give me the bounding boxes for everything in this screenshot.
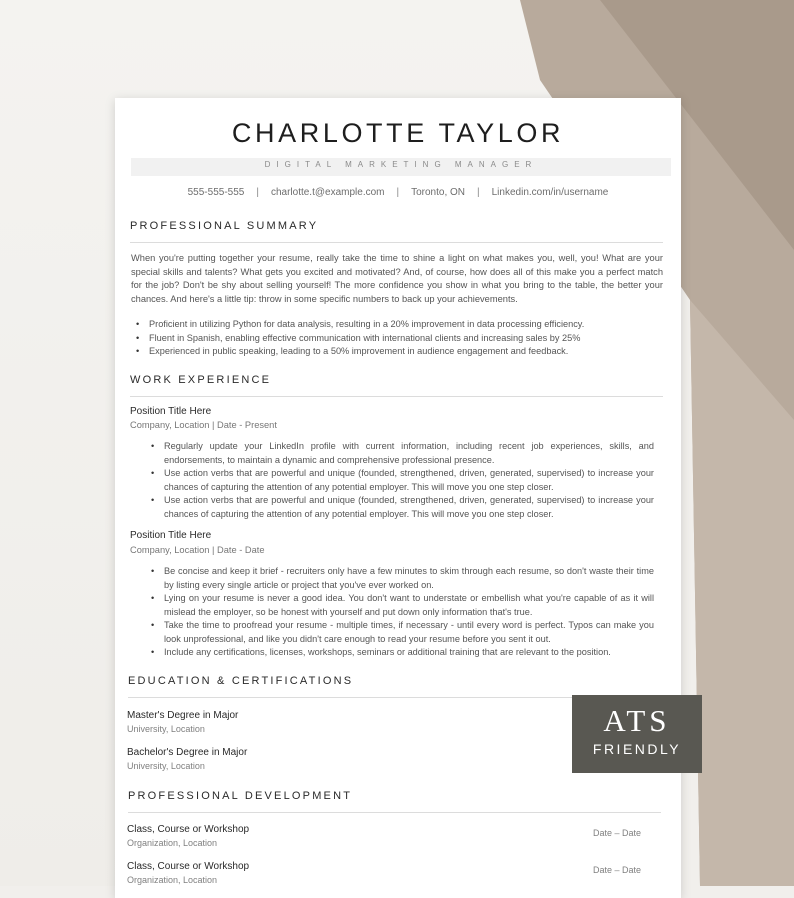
job-title-text: DIGITAL MARKETING MANAGER xyxy=(264,160,538,169)
separator: | xyxy=(477,187,480,198)
job-bullets xyxy=(146,440,654,521)
badge-line-2: FRIENDLY xyxy=(592,741,682,757)
job-bullets xyxy=(146,565,654,660)
section-heading-work: WORK EXPERIENCE xyxy=(130,374,272,386)
section-heading-development: PROFESSIONAL DEVELOPMENT xyxy=(128,790,353,802)
list-item: • Take the time to proofread your resume - multiple times, if necessary - until every word is perfect. Typos can make you look unprofessional, and like you didn't care enough to read your resume before you sent it out. xyxy=(146,619,654,646)
section-heading-summary: PROFESSIONAL SUMMARY xyxy=(130,220,319,232)
section-heading-education: EDUCATION & CERTIFICATIONS xyxy=(128,675,354,687)
education-school: University, Location xyxy=(127,724,205,734)
course-title: Class, Course or Workshop xyxy=(127,824,250,835)
course-date: Date – Date xyxy=(592,865,641,875)
list-item: • Fluent in Spanish, enabling effective communication with international clients and increasing sales by 25% xyxy=(131,332,641,346)
list-item: • Use action verbs that are powerful and unique (founded, strengthened, driven, generated, supervised) to increase your chances of capturing the attention of any potential employer. This will move you one step closer. xyxy=(146,467,654,494)
job-position-title: Position Title Here xyxy=(130,406,212,417)
course-organization: Organization, Location xyxy=(127,838,218,848)
section-divider xyxy=(130,396,663,397)
linkedin: Linkedin.com/in/username xyxy=(491,187,609,198)
separator: | xyxy=(256,187,259,198)
ats-friendly-badge xyxy=(572,695,702,773)
location: Toronto, ON xyxy=(411,187,466,198)
summary-bullets xyxy=(131,318,641,359)
education-degree: Bachelor's Degree in Major xyxy=(127,747,248,758)
email: charlotte.t@example.com xyxy=(270,187,385,198)
job-position-title: Position Title Here xyxy=(130,530,212,541)
summary-text: When you're putting together your resume, really take the time to shine a light on what makes you, well, you! What are your special skills and talents? What gets you excited and motivated? And, of course, how does all of this make you a perfect match for the job? Don't be shy about selling yourself! The more confidence you show in what you bring to the table, the better your chances. And here's a little tip: throw in some specific numbers to back up your achievements. xyxy=(131,253,663,305)
list-item: • Lying on your resume is never a good idea. You don't want to understate or embellish what you're capable of as it will mislead the employer, so be honest with yourself and put down only information that's true. xyxy=(146,592,654,619)
job-company-line: Company, Location | Date - Date xyxy=(130,545,265,555)
resume-name: CHARLOTTE TAYLOR xyxy=(231,118,565,148)
badge-line-1: ATS xyxy=(603,703,671,738)
list-item: • Be concise and keep it brief - recruiters only have a few minutes to skim through each resume, so don't waste their time by listing every single article or project that you've ever worked on. xyxy=(146,565,654,592)
phone: 555-555-555 xyxy=(187,187,245,198)
job-company-line: Company, Location | Date - Present xyxy=(130,420,277,430)
course-title: Class, Course or Workshop xyxy=(127,861,250,872)
section-divider xyxy=(130,242,663,243)
section-divider xyxy=(128,812,661,813)
education-school: University, Location xyxy=(127,761,205,771)
job-title-bar xyxy=(131,158,671,176)
separator: | xyxy=(396,187,400,198)
list-item: • Regularly update your LinkedIn profile with current information, including recent job experiences, skills, and endorsements, to maintain a dynamic and comprehensive professional presence. xyxy=(146,440,654,467)
course-organization: Organization, Location xyxy=(127,875,218,885)
resume-page xyxy=(115,98,681,898)
contact-line xyxy=(115,187,681,198)
list-item: • Include any certifications, licenses, workshops, seminars or additional training that are relevant to the position. xyxy=(146,646,654,660)
list-item: • Use action verbs that are powerful and unique (founded, strengthened, driven, generated, supervised) to increase your chances of capturing the attention of any potential employer. This will move you one step closer. xyxy=(146,494,654,521)
education-degree: Master's Degree in Major xyxy=(127,710,239,721)
list-item: • Proficient in utilizing Python for data analysis, resulting in a 20% improvement in data processing efficiency. xyxy=(131,318,641,332)
list-item: • Experienced in public speaking, leading to a 50% improvement in audience engagement and feedback. xyxy=(131,345,641,359)
course-date: Date – Date xyxy=(592,828,641,838)
